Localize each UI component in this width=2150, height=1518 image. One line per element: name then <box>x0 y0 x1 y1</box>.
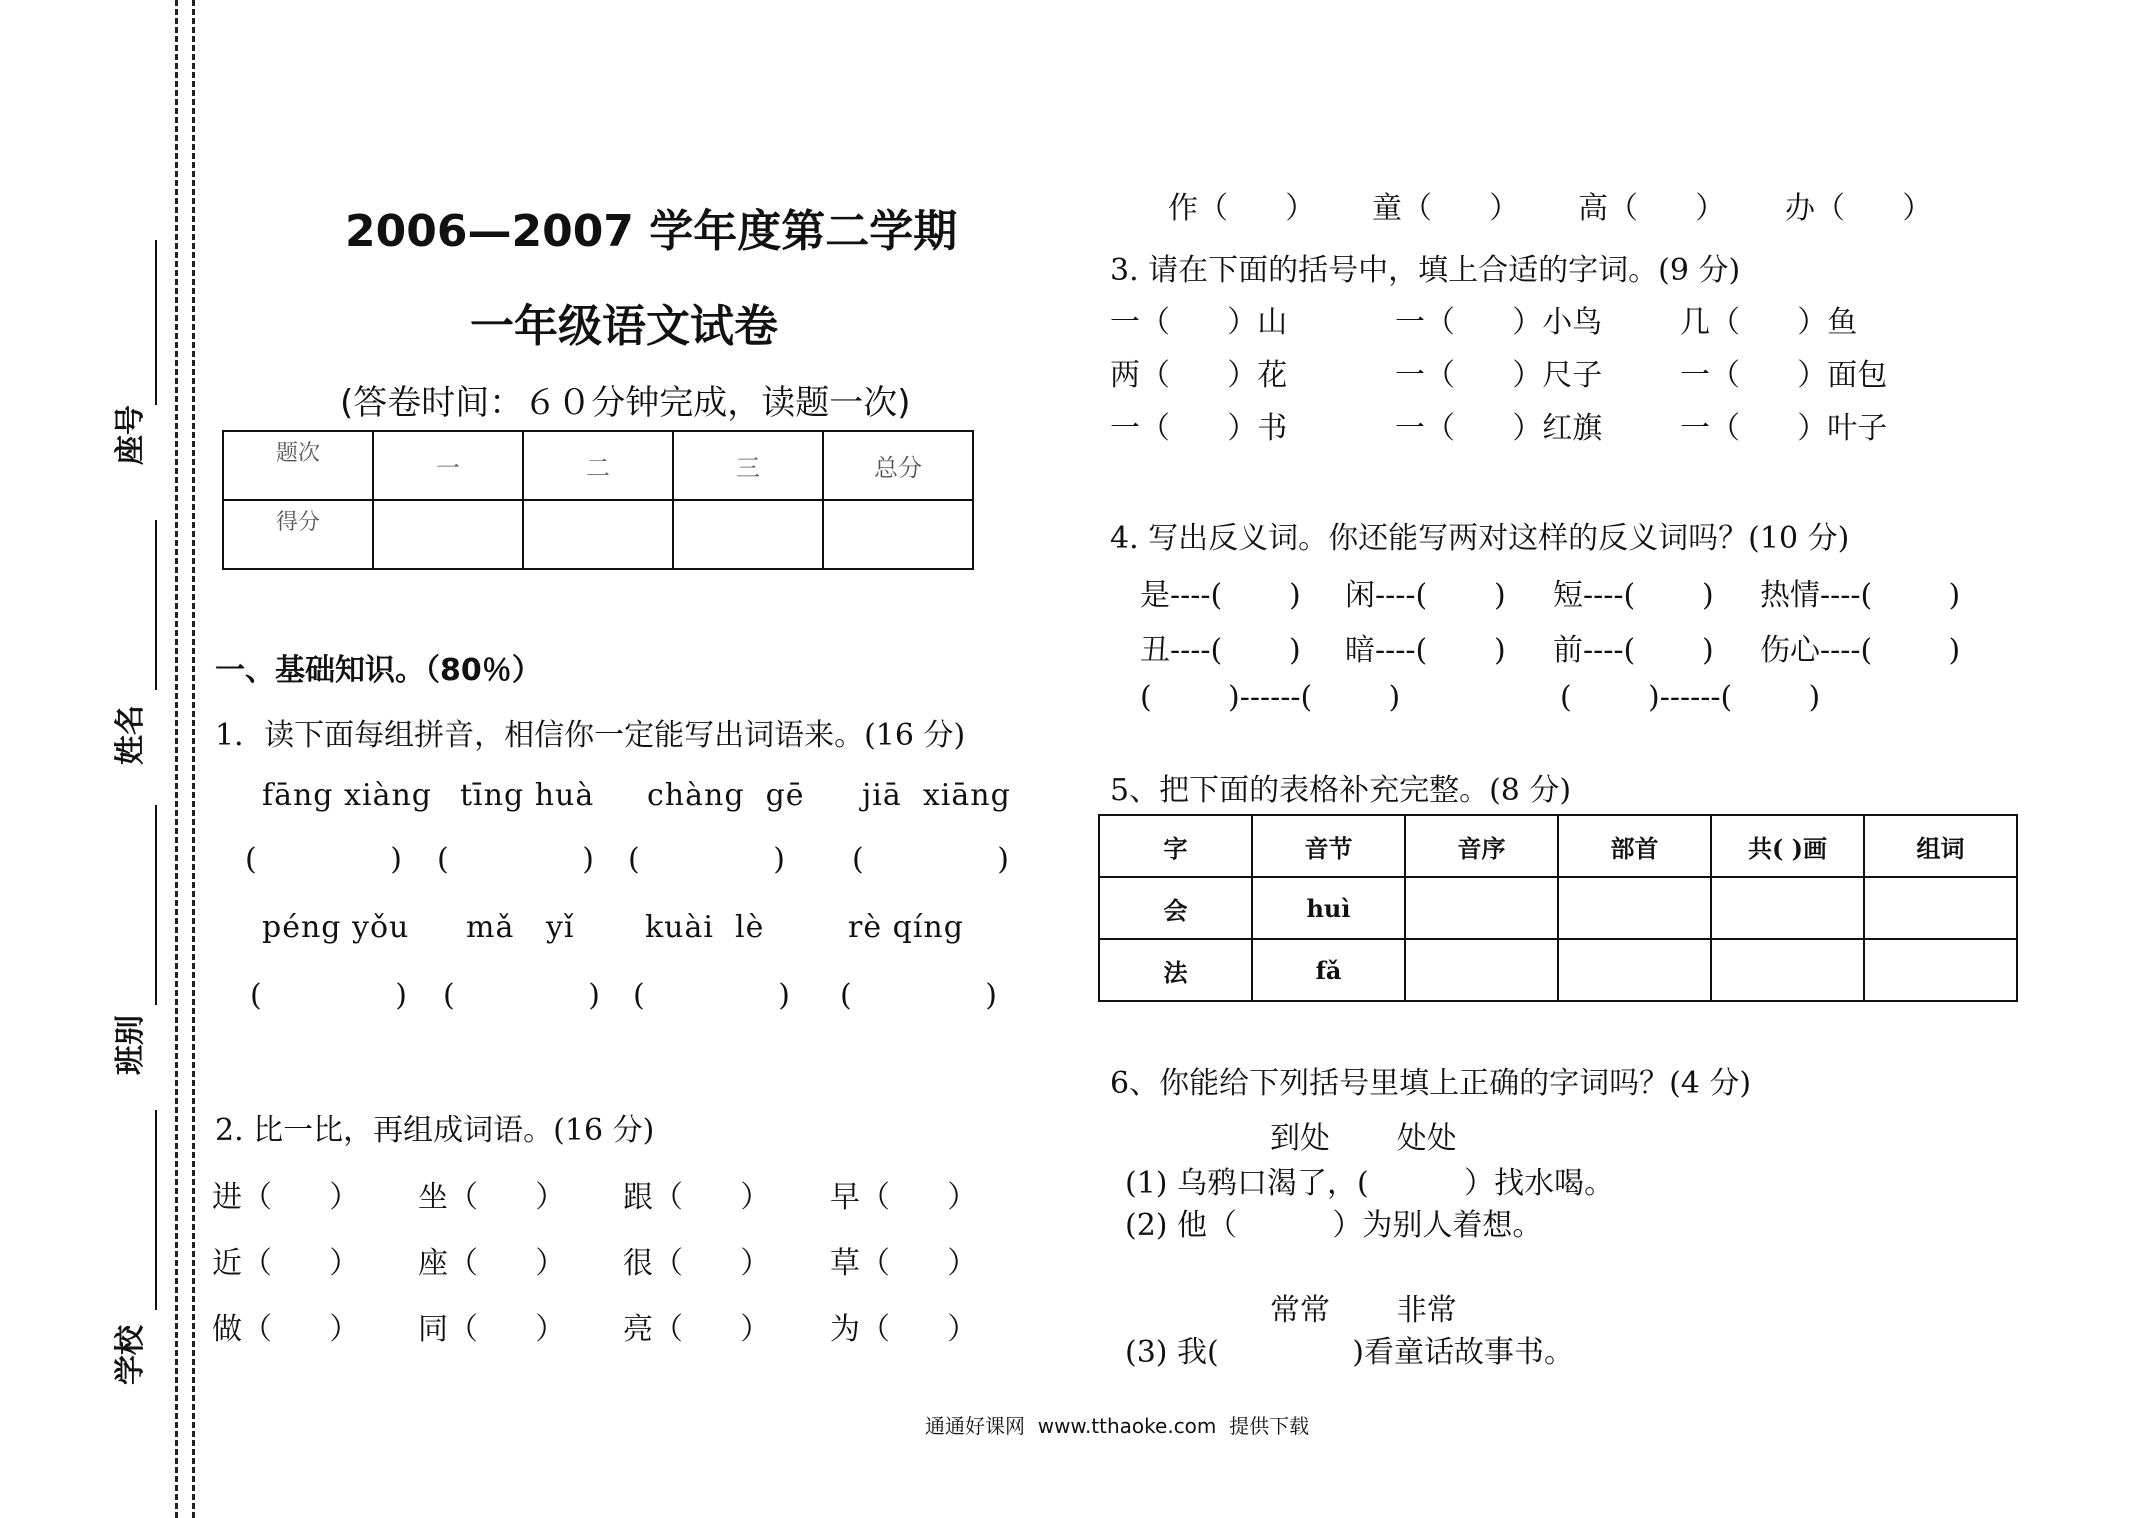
sentence-item: (1) 乌鸦口渴了，( ）找水喝。 <box>1125 1166 1615 1201</box>
word-item: 同（ ） <box>418 1312 566 1347</box>
question-3-prompt: 3. 请在下面的括号中，填上合适的字词。(9 分) <box>1110 253 1741 288</box>
table-cell[interactable] <box>1405 939 1558 1001</box>
word-item: 一（ ）叶子 <box>1680 411 1888 446</box>
answer-blank[interactable]: ( ) <box>443 978 600 1013</box>
question-5-prompt: 5、把下面的表格补充完整。(8 分) <box>1110 773 1572 808</box>
score-cell: 题次 <box>223 431 373 500</box>
table-header: 字 <box>1099 815 1252 877</box>
word-item: 很（ ） <box>623 1246 771 1281</box>
word-item: 近（ ） <box>212 1246 360 1281</box>
table-cell[interactable] <box>1558 877 1711 939</box>
score-cell: 二 <box>523 431 673 500</box>
pinyin: tīng huà <box>460 778 595 813</box>
binding-margin <box>0 0 200 1518</box>
table-cell[interactable] <box>1864 877 2017 939</box>
answer-blank[interactable]: ( ) <box>852 842 1009 877</box>
answer-blank[interactable]: ( ) <box>633 978 790 1013</box>
table-row <box>1099 939 2017 1001</box>
word-item: 一（ ）尺子 <box>1395 358 1603 393</box>
table-cell[interactable] <box>1558 939 1711 1001</box>
cut-line <box>175 0 178 1518</box>
word-item: 跟（ ） <box>623 1180 771 1215</box>
score-cell: 总分 <box>823 431 973 500</box>
table-row <box>1099 877 2017 939</box>
sentence-item: (3) 我( )看童话故事书。 <box>1125 1335 1574 1370</box>
table-cell: 会 <box>1099 877 1252 939</box>
antonym-item: 伤心----( ) <box>1760 633 1961 668</box>
school-field-line <box>155 1110 157 1310</box>
antonym-item: 闲----( ) <box>1345 578 1506 613</box>
exam-title-year: 2006—2007 学年度第二学期 <box>345 206 958 257</box>
word-item: 为（ ） <box>830 1312 978 1347</box>
antonym-item: 暗----( ) <box>1345 633 1506 668</box>
word-item: 做（ ） <box>212 1312 360 1347</box>
word-item: 童（ ） <box>1372 191 1520 226</box>
word-item: 一（ ）面包 <box>1680 358 1888 393</box>
table-cell[interactable] <box>1864 939 2017 1001</box>
score-table <box>222 430 974 570</box>
score-cell[interactable] <box>523 500 673 569</box>
word-item: 草（ ） <box>830 1246 978 1281</box>
word-choices: 常常 非常 <box>1270 1293 1457 1328</box>
table-cell[interactable] <box>1711 877 1864 939</box>
antonym-extra[interactable]: ( )------( ) <box>1560 680 1821 715</box>
word-item: 进（ ） <box>212 1180 360 1215</box>
word-choices: 到处 处处 <box>1270 1121 1457 1156</box>
class-label: 班别 <box>113 1015 148 1075</box>
seat-label: 座号 <box>113 405 148 465</box>
name-field-line <box>155 520 157 690</box>
score-cell: 得分 <box>223 500 373 569</box>
question-4-prompt: 4. 写出反义词。你还能写两对这样的反义词吗？(10 分) <box>1110 521 1850 556</box>
pinyin: jiā xiāng <box>862 778 1011 813</box>
table-header: 音序 <box>1405 815 1558 877</box>
word-item: 坐（ ） <box>418 1180 566 1215</box>
word-item: 一（ ）小鸟 <box>1395 305 1603 340</box>
answer-blank[interactable]: ( ) <box>437 842 594 877</box>
antonym-item: 丑----( ) <box>1140 633 1301 668</box>
word-item: 亮（ ） <box>623 1312 771 1347</box>
score-cell[interactable] <box>673 500 823 569</box>
score-cell[interactable] <box>373 500 523 569</box>
answer-blank[interactable]: ( ) <box>250 978 407 1013</box>
pinyin: rè qíng <box>848 910 964 945</box>
word-item: 两（ ）花 <box>1110 358 1288 393</box>
word-item: 高（ ） <box>1578 191 1726 226</box>
pinyin: chàng gē <box>647 778 805 813</box>
table-header: 共( )画 <box>1711 815 1864 877</box>
pinyin: fāng xiàng <box>262 778 432 813</box>
pinyin: mǎ yǐ <box>466 910 575 945</box>
table-cell[interactable] <box>1405 877 1558 939</box>
antonym-item: 热情----( ) <box>1760 578 1961 613</box>
pinyin: péng yǒu <box>262 910 410 945</box>
answer-blank[interactable]: ( ) <box>245 842 402 877</box>
word-item: 座（ ） <box>418 1246 566 1281</box>
antonym-item: 前----( ) <box>1553 633 1714 668</box>
table-cell: huì <box>1252 877 1405 939</box>
word-item: 作（ ） <box>1168 191 1316 226</box>
table-header: 组词 <box>1864 815 2017 877</box>
table-header: 音节 <box>1252 815 1405 877</box>
score-cell[interactable] <box>823 500 973 569</box>
character-table <box>1098 814 2018 1002</box>
word-item: 一（ ）山 <box>1110 305 1288 340</box>
pinyin: kuài lè <box>645 910 765 945</box>
name-label: 姓名 <box>113 705 148 765</box>
question-1-prompt: 1．读下面每组拼音，相信你一定能写出词语来。(16 分) <box>215 718 966 753</box>
question-6-prompt: 6、你能给下列括号里填上正确的字词吗？(4 分) <box>1110 1066 1752 1101</box>
score-cell: 三 <box>673 431 823 500</box>
antonym-item: 短----( ) <box>1553 578 1714 613</box>
antonym-extra[interactable]: ( )------( ) <box>1140 680 1401 715</box>
footer-source: 通通好课网 www.tthaoke.com 提供下载 <box>925 1414 1310 1438</box>
score-cell: 一 <box>373 431 523 500</box>
class-field-line <box>155 805 157 1005</box>
word-item: 办（ ） <box>1785 191 1933 226</box>
school-label: 学校 <box>113 1325 148 1385</box>
table-header: 部首 <box>1558 815 1711 877</box>
exam-title-subject: 一年级语文试卷 <box>470 301 778 352</box>
answer-blank[interactable]: ( ) <box>840 978 997 1013</box>
antonym-item: 是----( ) <box>1140 578 1301 613</box>
word-item: 几（ ）鱼 <box>1680 305 1858 340</box>
word-item: 一（ ）书 <box>1110 411 1288 446</box>
table-cell: 法 <box>1099 939 1252 1001</box>
table-cell[interactable] <box>1711 939 1864 1001</box>
question-2-prompt: 2. 比一比，再组成词语。(16 分) <box>215 1113 655 1148</box>
section-heading: 一、基础知识。（80％） <box>215 653 542 688</box>
cut-line <box>192 0 195 1518</box>
word-item: 早（ ） <box>830 1180 978 1215</box>
table-cell: fǎ <box>1252 939 1405 1001</box>
sentence-item: (2) 他（ ）为别人着想。 <box>1125 1208 1543 1243</box>
seat-field-line <box>155 240 157 405</box>
answer-blank[interactable]: ( ) <box>628 842 785 877</box>
word-item: 一（ ）红旗 <box>1395 411 1603 446</box>
exam-subtitle: (答卷时间：６０分钟完成，读题一次) <box>340 383 911 423</box>
